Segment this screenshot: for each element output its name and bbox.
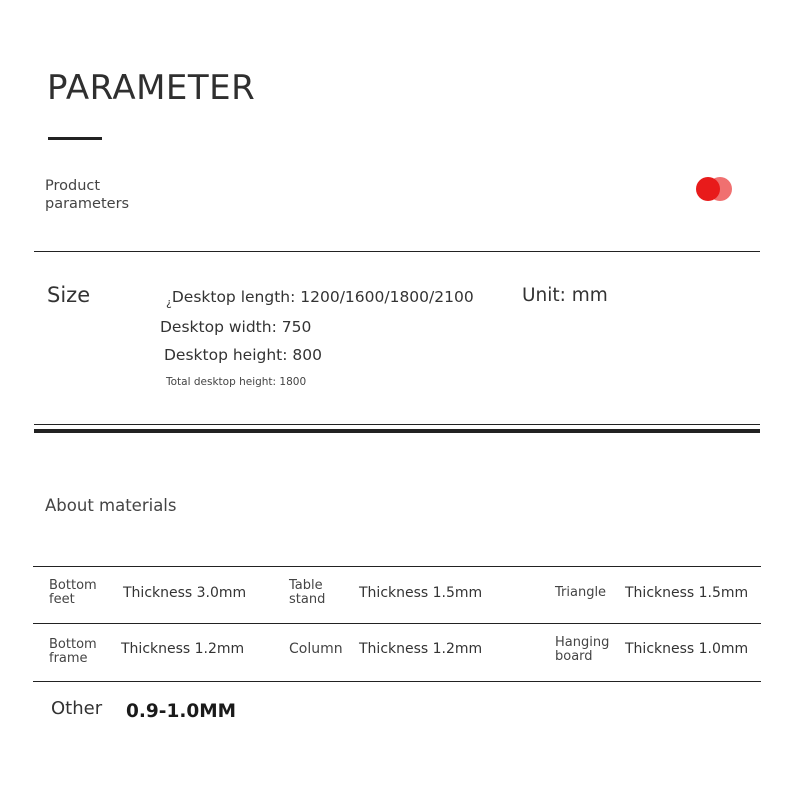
material-label-bottom-feet: Bottom feet [49,578,97,607]
total-desktop-height: Total desktop height: 1800 [166,376,307,388]
other-value: 0.9-1.0MM [126,701,237,722]
decorative-dot-red [696,177,720,201]
size-label: Size [47,283,91,307]
table-bottom-border [33,681,761,682]
material-value-hanging-board: Thickness 1.0mm [625,641,749,657]
divider [34,424,760,425]
product-parameters-label: Product parameters [45,178,130,212]
desktop-length-text: Desktop length: 1200/1600/1800/2100 [171,288,474,306]
material-value-bottom-feet: Thickness 3.0mm [123,585,247,601]
table-top-border [33,566,761,567]
material-label-table-stand: Table stand [289,578,326,607]
desktop-length: $_¿$Desktop length: 1200/1600/1800/2100 [166,288,474,309]
materials-heading: About materials [45,496,177,515]
divider-thick [34,429,760,433]
unit-label: Unit: mm [522,285,608,306]
title-underline [48,137,102,140]
desktop-width: Desktop width: 750 [160,318,312,336]
material-label-column: Column [289,641,343,657]
other-label: Other [51,698,103,719]
page-title: PARAMETER [47,68,256,108]
material-value-triangle: Thickness 1.5mm [625,585,749,601]
table-row-border [33,623,761,624]
material-label-triangle: Triangle [555,585,607,600]
desktop-height: Desktop height: 800 [164,346,322,364]
material-value-column: Thickness 1.2mm [359,641,483,657]
material-value-table-stand: Thickness 1.5mm [359,585,483,601]
material-value-bottom-frame: Thickness 1.2mm [121,641,245,657]
divider [34,251,760,252]
material-label-hanging-board: Hanging board [555,635,610,664]
material-label-bottom-frame: Bottom frame [49,637,97,666]
